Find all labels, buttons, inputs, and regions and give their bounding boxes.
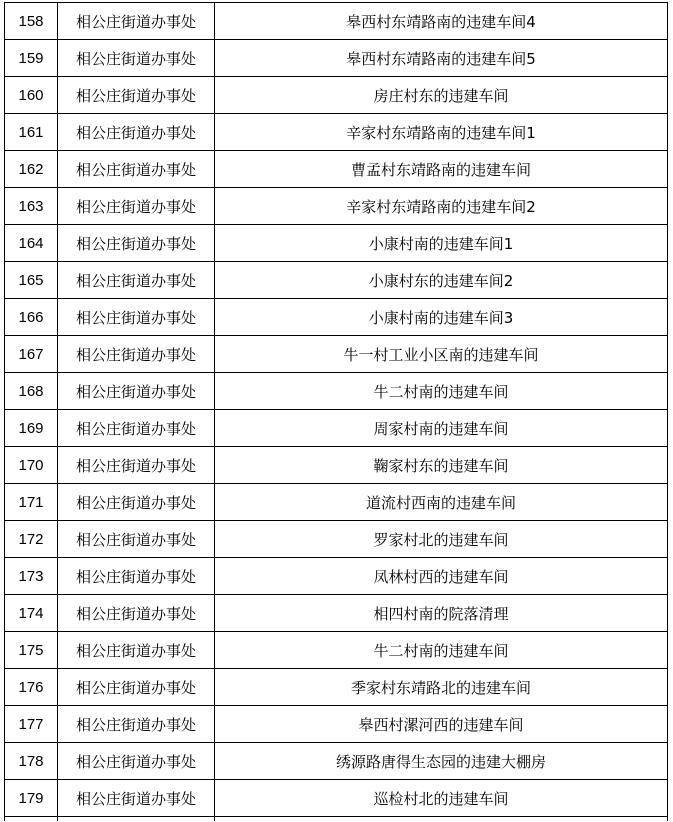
unit-cell: 相公庄街道办事处 — [58, 410, 215, 447]
location-cell: 牛一村工业小区南的违建车间 — [215, 336, 668, 373]
location-cell: 凤林村西的违建车间 — [215, 558, 668, 595]
location-cell: 道流村西南的违建车间 — [215, 484, 668, 521]
row-number-cell: 169 — [5, 410, 58, 447]
location-cell: 牛二村南的违建车间 — [215, 632, 668, 669]
unit-cell: 相公庄街道办事处 — [58, 780, 215, 817]
row-number-cell: 177 — [5, 706, 58, 743]
unit-cell: 相公庄街道办事处 — [58, 521, 215, 558]
row-number-cell: 170 — [5, 447, 58, 484]
table-row-cut-off — [5, 817, 668, 822]
table-row — [5, 743, 668, 780]
unit-cell: 相公庄街道办事处 — [58, 77, 215, 114]
row-number-cell: 172 — [5, 521, 58, 558]
location-cell: 周家村南的违建车间 — [215, 410, 668, 447]
unit-cell: 相公庄街道办事处 — [58, 743, 215, 780]
unit-cell: 相公庄街道办事处 — [58, 151, 215, 188]
table-row — [5, 188, 668, 225]
row-number-cell: 166 — [5, 299, 58, 336]
unit-cell: 相公庄街道办事处 — [58, 558, 215, 595]
table-row — [5, 77, 668, 114]
row-number-cell: 173 — [5, 558, 58, 595]
table-row — [5, 336, 668, 373]
table-body — [5, 3, 668, 822]
location-cell: 辛家村东靖路南的违建车间2 — [215, 188, 668, 225]
row-number-cell: 162 — [5, 151, 58, 188]
unit-cell: 相公庄街道办事处 — [58, 632, 215, 669]
table-row — [5, 595, 668, 632]
location-cell: 小康村东的违建车间2 — [215, 262, 668, 299]
table-row — [5, 262, 668, 299]
table-row — [5, 669, 668, 706]
table-row — [5, 558, 668, 595]
unit-cell: 相公庄街道办事处 — [58, 336, 215, 373]
table-row — [5, 632, 668, 669]
unit-cell: 相公庄街道办事处 — [58, 114, 215, 151]
unit-cell: 相公庄街道办事处 — [58, 669, 215, 706]
table-row — [5, 484, 668, 521]
table-row — [5, 447, 668, 484]
table-row — [5, 299, 668, 336]
row-number-cell: 179 — [5, 780, 58, 817]
table-row — [5, 410, 668, 447]
unit-cell: 相公庄街道办事处 — [58, 299, 215, 336]
location-cell: 罗家村北的违建车间 — [215, 521, 668, 558]
unit-cell: 相公庄街道办事处 — [58, 262, 215, 299]
unit-cell: 相公庄街道办事处 — [58, 447, 215, 484]
unit-cell: 相公庄街道办事处 — [58, 373, 215, 410]
row-number-cell: 161 — [5, 114, 58, 151]
table-row — [5, 151, 668, 188]
location-cell: 房庄村东的违建车间 — [215, 77, 668, 114]
unit-cell: 相公庄街道办事处 — [58, 225, 215, 262]
table-row — [5, 114, 668, 151]
table-row — [5, 373, 668, 410]
table-row — [5, 780, 668, 817]
unit-cell: 相公庄街道办事处 — [58, 188, 215, 225]
row-number-cell: 174 — [5, 595, 58, 632]
location-cell: 皋西村漯河西的违建车间 — [215, 706, 668, 743]
unit-cell: 相公庄街道办事处 — [58, 484, 215, 521]
unit-cell: 相公庄街道办事处 — [58, 3, 215, 40]
row-number-cell: 178 — [5, 743, 58, 780]
unit-cell: 相公庄街道办事处 — [58, 40, 215, 77]
location-cell: 牛二村南的违建车间 — [215, 373, 668, 410]
table-row — [5, 3, 668, 40]
location-cell: 曹孟村东靖路南的违建车间 — [215, 151, 668, 188]
location-cell: 皋西村东靖路南的违建车间4 — [215, 3, 668, 40]
location-cell: 鞠家村东的违建车间 — [215, 447, 668, 484]
row-number-cell: 171 — [5, 484, 58, 521]
location-cell: 皋西村东靖路南的违建车间5 — [215, 40, 668, 77]
row-number-cell: 160 — [5, 77, 58, 114]
location-cell: 小康村南的违建车间1 — [215, 225, 668, 262]
table-row — [5, 706, 668, 743]
row-number-cell: 167 — [5, 336, 58, 373]
table-row — [5, 521, 668, 558]
row-number-cell: 164 — [5, 225, 58, 262]
violation-list-table — [4, 2, 668, 821]
location-cell: 绣源路唐得生态园的违建大棚房 — [215, 743, 668, 780]
row-number-cell: 159 — [5, 40, 58, 77]
row-number-cell: 176 — [5, 669, 58, 706]
row-number-cell: 175 — [5, 632, 58, 669]
location-cell: 小康村南的违建车间3 — [215, 299, 668, 336]
unit-cell: 相公庄街道办事处 — [58, 706, 215, 743]
unit-cell: 相公庄街道办事处 — [58, 595, 215, 632]
row-number-cell: 158 — [5, 3, 58, 40]
table-row — [5, 40, 668, 77]
location-cell: 相四村南的院落清理 — [215, 595, 668, 632]
location-cell: 巡检村北的违建车间 — [215, 780, 668, 817]
table-row — [5, 225, 668, 262]
row-number-cell: 165 — [5, 262, 58, 299]
location-cell: 季家村东靖路北的违建车间 — [215, 669, 668, 706]
location-cell: 辛家村东靖路南的违建车间1 — [215, 114, 668, 151]
row-number-cell: 163 — [5, 188, 58, 225]
row-number-cell: 168 — [5, 373, 58, 410]
